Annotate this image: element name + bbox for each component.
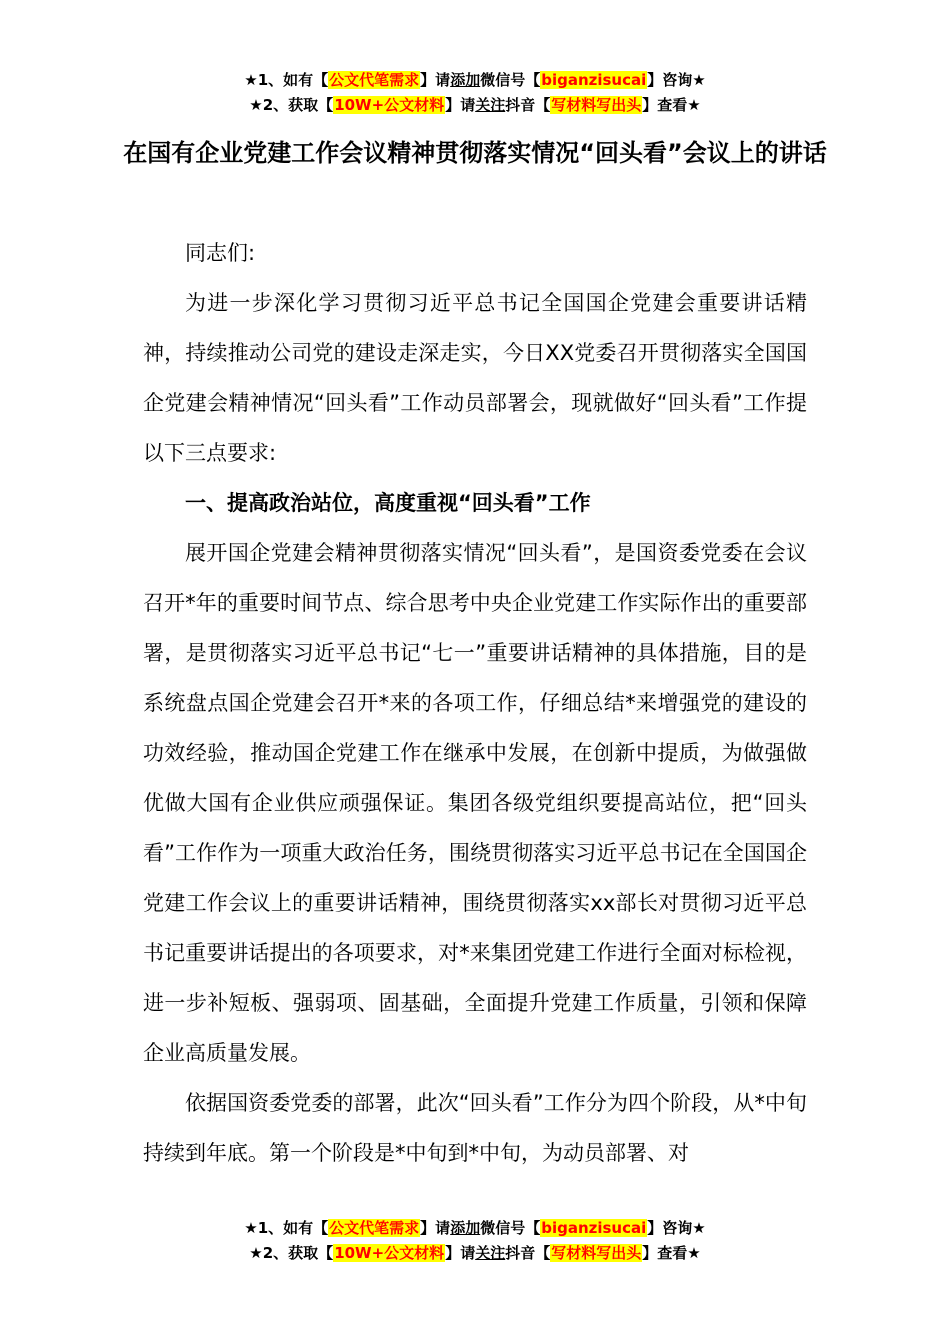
- banner-text: 】查看★: [642, 1244, 701, 1262]
- banner-text: 】请: [445, 1244, 476, 1262]
- banner-highlight: 写材料写出头: [551, 96, 642, 114]
- banner-text: 微信号【: [480, 71, 541, 89]
- banner-underline-text: 关注: [475, 96, 506, 114]
- top-banner: [0, 68, 950, 118]
- banner-highlight: 10W+公文材料: [334, 1244, 445, 1262]
- banner-text: 抖音【: [505, 1244, 551, 1262]
- intro-paragraph: 为进一步深化学习贯彻习近平总书记全国国企党建会重要讲话精神，持续推动公司党的建设走深走实，今日XX党委召开贯彻落实全国国企党建会精神情况“回头看”工作动员部署会，现就做好“回头看”工作提以下三点要求:: [143, 291, 807, 465]
- banner-text: 】咨询★: [647, 1219, 706, 1237]
- greeting: 同志们:: [185, 241, 256, 265]
- document-title: 在国有企业党建工作会议精神贯彻落实情况“回头看”会议上的讲话: [123, 139, 827, 167]
- banner-line-2: [0, 1241, 950, 1266]
- banner-underline-text: 关注: [475, 1244, 506, 1262]
- banner-highlight: 10W+公文材料: [334, 96, 445, 114]
- banner-line-1: [0, 1216, 950, 1241]
- banner-highlight: biganzisucai: [541, 71, 647, 89]
- document-body: [143, 228, 807, 1178]
- banner-highlight: 写材料写出头: [551, 1244, 642, 1262]
- banner-highlight: biganzisucai: [541, 1219, 647, 1237]
- banner-underline-text: 添加: [450, 1219, 481, 1237]
- body-paragraph: 展开国企党建会精神贯彻落实情况“回头看”，是国资委党委在会议召开*年的重要时间节点、综合思考中央企业党建工作实际作出的重要部署，是贯彻落实习近平总书记“七一”重要讲话精神的具体措施，目的是系统盘点国企党建会召开*来的各项工作，仔细总结*来增强党的建设的功效经验，推动国企党建工作在继承中发展，在创新中提质，为做强做优做大国有企业供应顽强保证。集团各级党组织要提高站位，把“回头看”工作作为一项重大政治任务，围绕贯彻落实习近平总书记在全国国企党建工作会议上的重要讲话精神，围绕贯彻落实xx部长对贯彻习近平总书记重要讲话提出的各项要求，对*来集团党建工作进行全面对标检视，进一步补短板、强弱项、固基础，全面提升党建工作质量，引领和保障企业高质量发展。: [143, 541, 807, 1065]
- banner-text: ★1、如有【: [244, 1219, 329, 1237]
- banner-line-2: [0, 93, 950, 118]
- bottom-banner: [0, 1216, 950, 1266]
- banner-text: 微信号【: [480, 1219, 541, 1237]
- banner-text: 抖音【: [505, 96, 551, 114]
- banner-text: 】咨询★: [647, 71, 706, 89]
- banner-line-1: [0, 68, 950, 93]
- banner-text: 】请: [420, 71, 451, 89]
- banner-highlight: 公文代笔需求: [329, 71, 420, 89]
- banner-highlight: 公文代笔需求: [329, 1219, 420, 1237]
- banner-text: ★1、如有【: [244, 71, 329, 89]
- banner-text: ★2、获取【: [249, 1244, 334, 1262]
- banner-text: 】请: [420, 1219, 451, 1237]
- banner-text: 】查看★: [642, 96, 701, 114]
- banner-text: 】请: [445, 96, 476, 114]
- banner-text: ★2、获取【: [249, 96, 334, 114]
- banner-underline-text: 添加: [450, 71, 481, 89]
- body-paragraph: 依据国资委党委的部署，此次“回头看”工作分为四个阶段，从*中旬持续到年底。第一个阶段是*中旬到*中旬，为动员部署、对: [143, 1091, 807, 1165]
- section-heading: 一、提高政治站位，高度重视“回头看”工作: [185, 491, 591, 515]
